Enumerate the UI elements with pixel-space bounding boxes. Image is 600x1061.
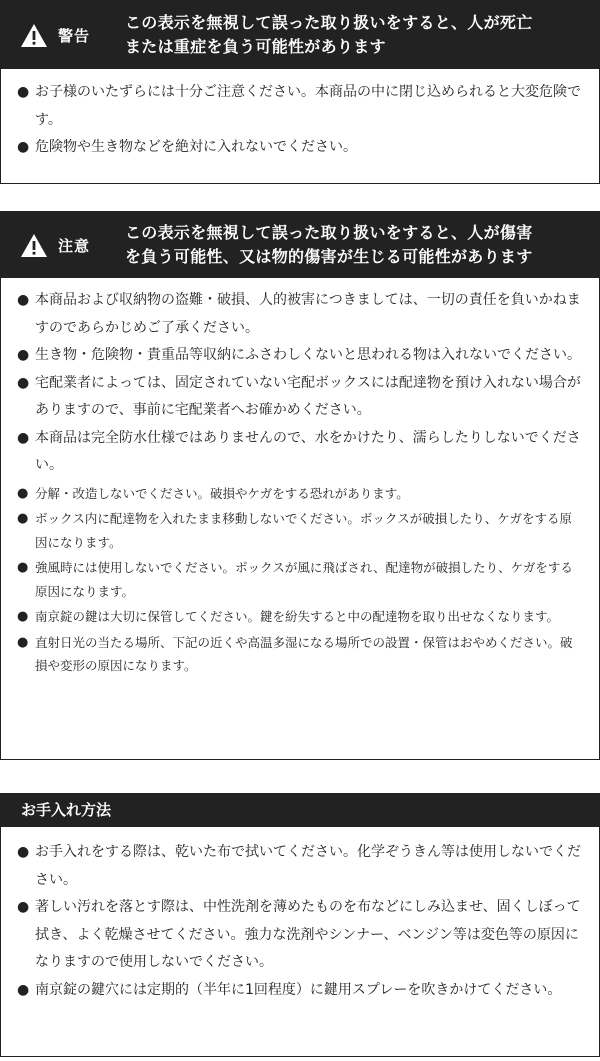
- warning-list: [1, 69, 599, 162]
- warning-header: [1, 1, 599, 69]
- list-item: ● 分解・改造しないでください。破損やケガをする恐れがあります。: [17, 485, 409, 501]
- caution-message-line1: この表示を無視して誤った取り扱いをすると、人が傷害: [125, 223, 533, 242]
- list-item: ● 南京錠の鍵は大切に保管してください。鍵を紛失すると中の配達物を取り出せなくなります。: [17, 609, 560, 624]
- list-item: ● 危険物や生き物などを絶対に入れないでください。: [17, 139, 357, 155]
- care-box: [0, 793, 600, 1057]
- caution-message-line2: を負う可能性、又は物的傷害が生じる可能性があります: [125, 247, 533, 266]
- caution-label: 注意: [57, 236, 90, 255]
- warning-tag: [1, 23, 109, 48]
- list-item: ● 強風時には使用しないでください。ボックスが風に飛ばされ、配達物が破損したり、ケガをする原因になります。: [17, 560, 573, 599]
- list-item: ● 著しい汚れを落とす際は、中性洗剤を薄めたものを布などにしみ込ませ、固くしぼって拭き、よく乾燥させてください。強力な洗剤やシンナー、ベンジン等は変色等の原因になりますので使用しないでください。: [17, 899, 581, 970]
- warning-box: [0, 0, 600, 184]
- list-item: ● ボックス内に配達物を入れたまま移動しないでください。ボックスが破損したり、ケガをする原因になります。: [17, 511, 573, 550]
- caution-tag: [1, 233, 109, 258]
- warning-label: 警告: [57, 26, 90, 45]
- warning-triangle-icon: [20, 23, 48, 48]
- caution-box: [0, 211, 600, 760]
- caution-list: [1, 278, 599, 678]
- caution-message: [109, 221, 533, 269]
- caution-triangle-icon: [20, 233, 48, 258]
- list-item: ● 直射日光の当たる場所、下記の近くや高温多湿になる場所での設置・保管はおやめください。破損や変形の原因になります。: [17, 634, 573, 673]
- list-item: ● 南京錠の鍵穴には定期的（半年に1回程度）に鍵用スプレーを吹きかけてください。: [17, 981, 562, 998]
- list-item: ● お子様のいたずらには十分ご注意ください。本商品の中に閉じ込められると大変危険です。: [17, 84, 581, 128]
- list-item: ● お手入れをする際は、乾いた布で拭いてください。化学ぞうきん等は使用しないでください。: [17, 844, 581, 888]
- list-item: ● 本商品は完全防水仕様ではありませんので、水をかけたり、濡らしたりしないでください。: [17, 429, 581, 473]
- care-list: [1, 827, 599, 1004]
- list-item: ● 本商品および収納物の盗難・破損、人的被害につきましては、一切の責任を負いかねますのであらかじめご了承ください。: [17, 292, 581, 336]
- caution-header: [1, 212, 599, 278]
- warning-message-line2: または重症を負う可能性があります: [125, 37, 386, 56]
- warning-message: [109, 11, 533, 59]
- warning-message-line1: この表示を無視して誤った取り扱いをすると、人が死亡: [125, 13, 533, 32]
- list-item: ● 宅配業者によっては、固定されていない宅配ボックスには配達物を預け入れない場合がありますので、事前に宅配業者へお確かめください。: [17, 374, 581, 418]
- care-title: お手入れ方法: [1, 794, 599, 827]
- list-item: ● 生き物・危険物・貴重品等収納にふさわしくないと思われる物は入れないでください。: [17, 347, 581, 363]
